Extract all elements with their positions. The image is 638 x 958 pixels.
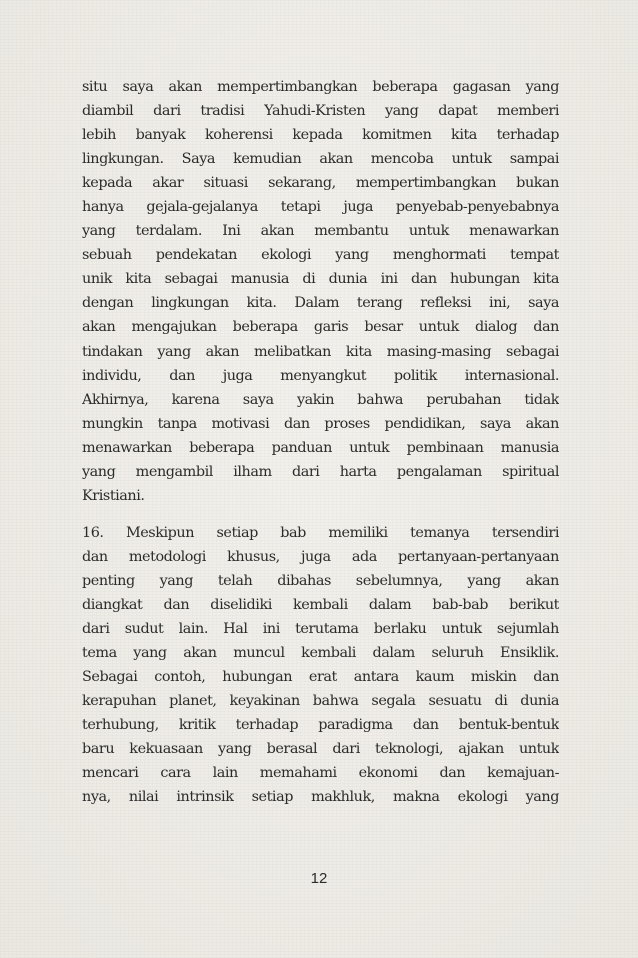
text-line: mungkin tanpa motivasi dan proses pendidikan, saya akan <box>82 415 559 432</box>
body-text <box>82 75 559 809</box>
page-number: 12 <box>310 870 328 887</box>
text-line: Kristiani. <box>82 487 145 504</box>
text-line: unik kita sebagai manusia di dunia ini dan hubungan kita <box>82 271 559 288</box>
text-line: dan metodologi khusus, juga ada pertanyaan-pertanyaan <box>82 548 559 565</box>
text-line: yang mengambil ilham dari harta pengalaman spiritual <box>82 463 559 480</box>
text-line: diangkat dan diselidiki kembali dalam bab-bab berikut <box>82 596 559 613</box>
text-line: dari sudut lain. Hal ini terutama berlaku untuk sejumlah <box>82 621 559 638</box>
text-line: penting yang telah dibahas sebelumnya, yang akan <box>82 572 559 589</box>
text-line: terhubung, kritik terhadap paradigma dan bentuk-bentuk <box>82 717 559 734</box>
text-line: hanya gejala-gejalanya tetapi juga penyebab-penyebabnya <box>82 199 559 216</box>
text-line: lebih banyak koherensi kepada komitmen kita terhadap <box>82 127 559 144</box>
paragraph-1 <box>82 75 559 508</box>
text-line: Akhirnya, karena saya yakin bahwa perubahan tidak <box>82 391 559 408</box>
text-line: situ saya akan mempertimbangkan beberapa gagasan yang <box>82 79 559 95</box>
text-line: kepada akar situasi sekarang, mempertimbangkan bukan <box>82 175 559 192</box>
text-line: dengan lingkungan kita. Dalam terang refleksi ini, saya <box>82 295 559 312</box>
text-line: individu, dan juga menyangkut politik internasional. <box>82 367 559 384</box>
text-line: diambil dari tradisi Yahudi-Kristen yang dapat memberi <box>82 103 559 120</box>
text-line: sebuah pendekatan ekologi yang menghormati tempat <box>82 247 559 264</box>
paragraph-spacer <box>82 508 559 521</box>
text-line: baru kekuasaan yang berasal dari teknologi, ajakan untuk <box>82 741 559 758</box>
text-line: yang terdalam. Ini akan membantu untuk menawarkan <box>82 223 559 240</box>
text-line: tema yang akan muncul kembali dalam seluruh Ensiklik. <box>82 645 559 662</box>
paragraph-2 <box>82 521 559 810</box>
text-line: tindakan yang akan melibatkan kita masing-masing sebagai <box>82 343 559 360</box>
text-line: Sebagai contoh, hubungan erat antara kaum miskin dan <box>82 669 559 686</box>
text-line: kerapuhan planet, keyakinan bahwa segala sesuatu di dunia <box>82 693 559 710</box>
text-line: menawarkan beberapa panduan untuk pembinaan manusia <box>82 439 559 456</box>
text-line: lingkungan. Saya kemudian akan mencoba untuk sampai <box>82 151 559 168</box>
text-line: akan mengajukan beberapa garis besar untuk dialog dan <box>82 319 559 336</box>
text-line: nya, nilai intrinsik setiap makhluk, makna ekologi yang <box>82 789 559 806</box>
text-line: 16. Meskipun setiap bab memiliki temanya tersendiri <box>82 524 559 541</box>
text-line: mencari cara lain memahami ekonomi dan kemajuan- <box>82 765 559 782</box>
